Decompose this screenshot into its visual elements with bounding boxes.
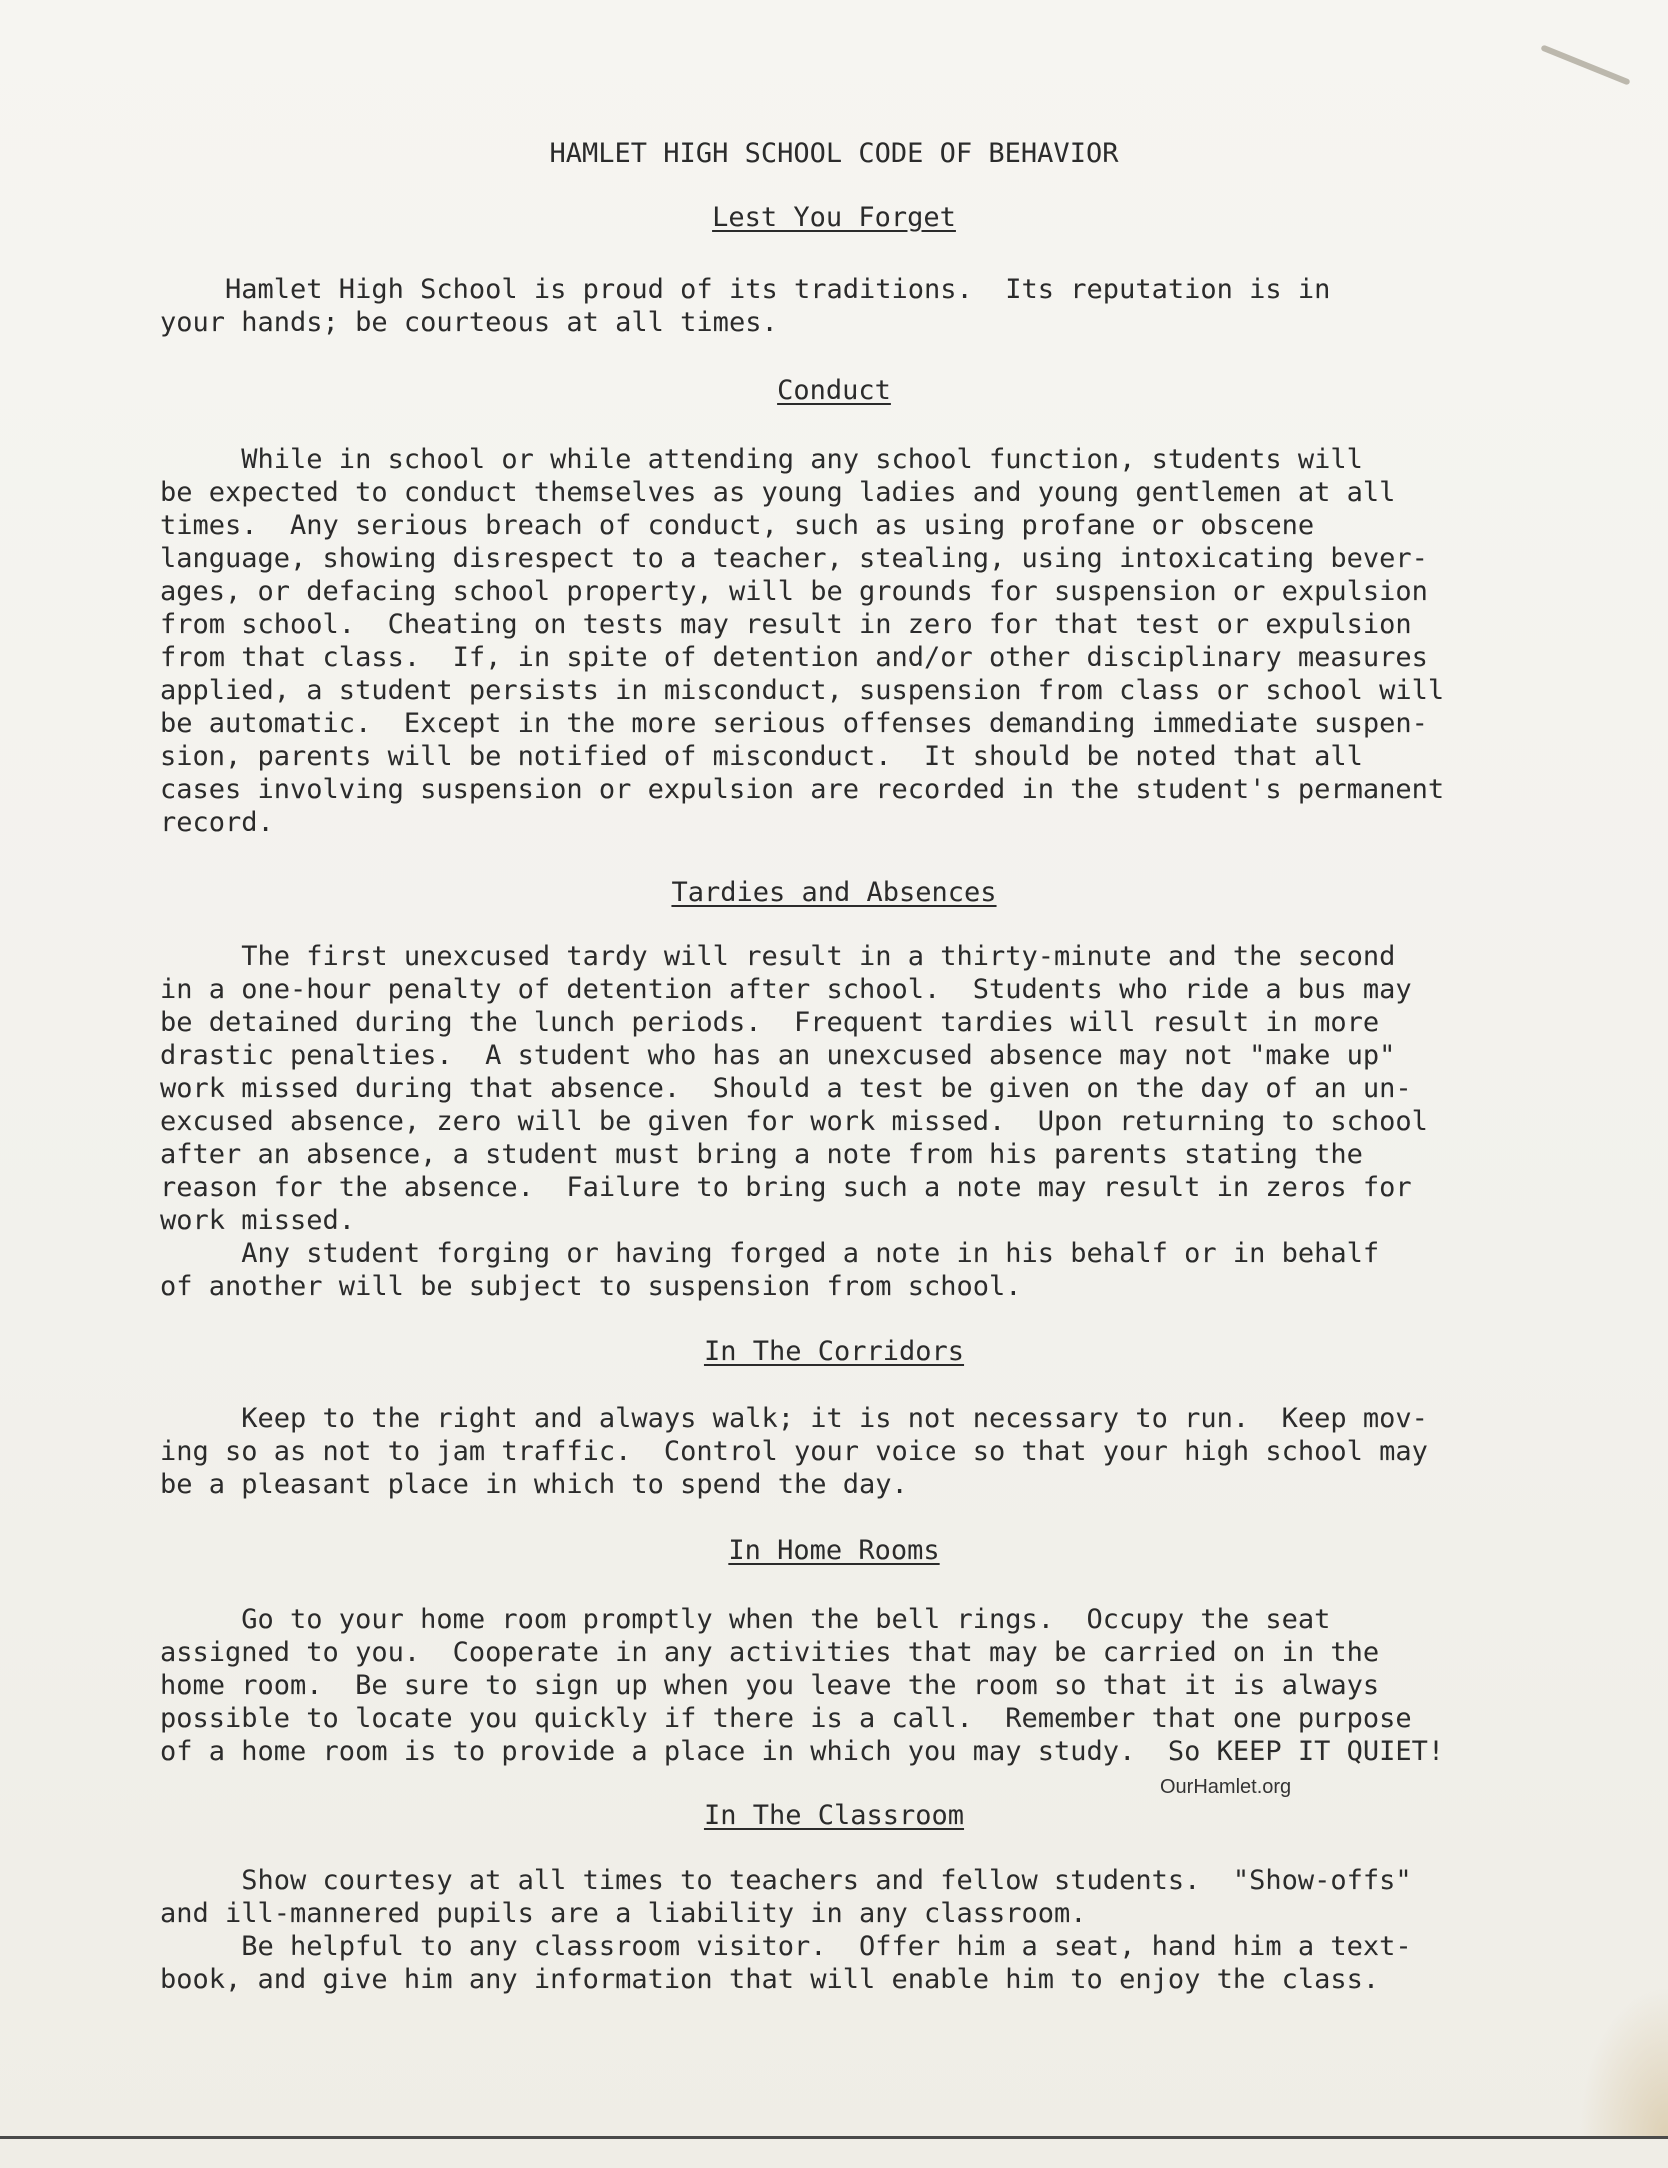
tardies-paragraph: The first unexcused tardy will result in a thirty-minute and the second in a one-hour penalty of detention after school. Students who ride a bus may be detained during the lunch periods. Frequent tardies will result in more drastic penalties. A student who has an unexcused absence may not "make up" work missed during that absence. Should a test be given on the day of an un- excused absence, zero will be given for work missed. Upon returning to school after an absence, a student must bring a note from his parents stating the reason for the absence. Failure to bring such a note may result in zeros for work missed. [160, 941, 1428, 1236]
paper-stain [1578, 1986, 1668, 2136]
classroom-paragraph-visitor: Be helpful to any classroom visitor. Offer him a seat, hand him a text- book, and give him any information that will enable him to enjoy the class. [160, 1931, 1412, 1995]
bottom-edge-line [0, 2136, 1668, 2139]
section-heading-home-rooms: In Home Rooms [728, 1535, 940, 1566]
document-title: HAMLET HIGH SCHOOL CODE OF BEHAVIOR [549, 138, 1119, 169]
section-heading-conduct: Conduct [777, 375, 891, 406]
corridors-paragraph: Keep to the right and always walk; it is not necessary to run. Keep mov- ing so as not to jam traffic. Control your voice so that your high school may be a pleasant place in which to spend the day. [160, 1403, 1428, 1500]
site-watermark: OurHamlet.org [1160, 1776, 1292, 1798]
forging-paragraph: Any student forging or having forged a note in his behalf or in behalf of another will be subject to suspension from school. [160, 1238, 1380, 1302]
home-rooms-paragraph: Go to your home room promptly when the bell rings. Occupy the seat assigned to you. Cooperate in any activities that may be carried on in the home room. Be sure to sign up when you leave the room so that it is always possible to locate you quickly if there is a call. Remember that one purpose of a home room is to provide a place in which you may study. So KEEP IT QUIET! [160, 1604, 1445, 1767]
section-heading-corridors: In The Corridors [703, 1336, 965, 1367]
lest-you-forget-paragraph: Hamlet High School is proud of its traditions. Its reputation is in your hands; be courteous at all times. [160, 274, 1331, 338]
section-heading-classroom: In The Classroom [703, 1800, 965, 1831]
conduct-paragraph: While in school or while attending any school function, students will be expected to conduct themselves as young ladies and young gentlemen at all times. Any serious breach of conduct, such as using profane or obscene language, showing disrespect to a teacher, stealing, using intoxicating bever- ages, or defacing school property, will be grounds for suspension or expulsion from school. Cheating on tests may result in zero for that test or expulsion from that class. If, in spite of detention and/or other disciplinary measures applied, a student persists in misconduct, suspension from class or school will be automatic. Except in the more serious offenses demanding immediate suspen- sion, parents will be notified of misconduct. It should be noted that all cases involving suspension or expulsion are recorded in the student's permanent record. [160, 444, 1445, 838]
section-heading-lest-you-forget: Lest You Forget [712, 202, 956, 233]
staple-mark [1540, 44, 1630, 85]
section-heading-tardies-and-absences: Tardies and Absences [671, 877, 997, 908]
classroom-paragraph-courtesy: Show courtesy at all times to teachers and fellow students. "Show-offs" and ill-mannered pupils are a liability in any classroom. [160, 1865, 1412, 1929]
